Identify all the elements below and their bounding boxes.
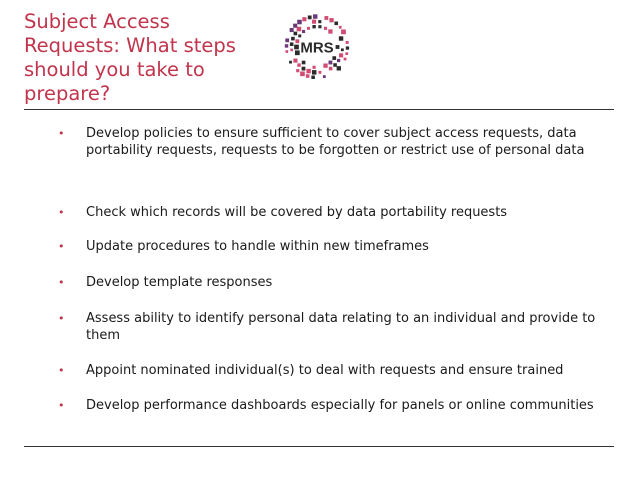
logo-pixel <box>341 48 344 51</box>
logo-pixel <box>290 42 294 46</box>
logo-pixel <box>323 75 326 78</box>
logo-pixel <box>289 61 292 64</box>
logo-pixel <box>293 24 297 28</box>
slide-title: Subject Access Requests: What steps should you take to prepare? <box>24 10 236 105</box>
logo-pixel <box>290 49 293 52</box>
logo-pixel <box>332 56 336 60</box>
logo-pixel <box>318 25 321 28</box>
logo-pixel <box>334 22 338 26</box>
logo-pixel <box>329 67 333 71</box>
logo-pixel <box>307 27 310 30</box>
logo-pixel <box>297 27 302 32</box>
logo-pixel <box>297 63 300 66</box>
list-item <box>58 362 617 379</box>
logo-pixel <box>302 30 305 33</box>
logo-pixel <box>323 63 327 67</box>
list-item <box>58 397 617 414</box>
bullet-text: Develop template responses <box>86 275 273 290</box>
logo-pixel <box>324 27 327 30</box>
list-item <box>58 310 617 344</box>
bullet-marker: • <box>58 206 65 219</box>
logo-pixel <box>312 20 316 24</box>
bullet-text: Appoint nominated individual(s) to deal with requests and ensure trained <box>86 363 564 378</box>
logo-pixel <box>313 66 316 69</box>
logo-pixel <box>333 63 337 67</box>
logo-pixel <box>294 45 299 50</box>
logo-pixel <box>339 53 343 57</box>
logo-text: MRS <box>300 39 334 57</box>
logo-pixel <box>345 52 348 55</box>
logo-pixel <box>297 20 302 25</box>
logo-pixel <box>294 32 298 36</box>
logo-pixel <box>295 39 299 43</box>
logo-pixel <box>346 41 349 44</box>
logo-pixel <box>290 28 294 32</box>
logo-pixel <box>291 37 295 41</box>
bullet-marker: • <box>58 127 65 140</box>
list-item <box>58 274 617 291</box>
logo-pixel <box>295 50 300 55</box>
logo-pixel <box>302 17 306 21</box>
logo-pixel <box>339 26 342 29</box>
logo-pixel <box>296 69 299 72</box>
logo-pixel <box>329 18 333 22</box>
logo-pixel <box>312 25 315 28</box>
logo-pixel <box>302 61 306 65</box>
logo-pixel <box>286 50 289 53</box>
logo-pixel <box>336 45 340 49</box>
bullet-text: Develop policies to ensure sufficient to cover subject access requests, data portability requests, requests to be forgotten or restrict use of personal data <box>86 126 585 158</box>
logo-pixel <box>306 74 310 78</box>
bullet-text: Assess ability to identify personal data relating to an individual and provide to them <box>86 311 596 343</box>
logo-pixel <box>346 46 349 49</box>
bullet-marker: • <box>58 240 65 253</box>
logo-pixel <box>313 14 317 18</box>
logo-pixel <box>312 70 316 74</box>
logo-pixel <box>328 29 332 33</box>
logo-pixel <box>300 71 305 76</box>
logo-pixel <box>311 76 315 80</box>
logo-pixel <box>306 69 310 73</box>
logo-pixel <box>337 59 340 62</box>
logo-pixel <box>285 44 288 47</box>
logo-pixel <box>344 58 347 61</box>
mrs-logo <box>282 12 352 82</box>
logo-pixel <box>302 67 306 71</box>
logo-pixel <box>324 16 328 20</box>
bullet-marker: • <box>58 312 65 325</box>
list-item <box>58 125 617 159</box>
list-item <box>58 204 617 221</box>
bullet-text: Update procedures to handle within new timeframes <box>86 239 429 254</box>
logo-pixel <box>328 61 332 65</box>
bullet-marker: • <box>58 276 65 289</box>
bullet-marker: • <box>58 399 65 412</box>
bullet-text: Develop performance dashboards especially for panels or online communities <box>86 398 594 413</box>
logo-pixel <box>285 38 289 42</box>
logo-pixel <box>339 36 343 40</box>
logo-pixel <box>318 20 321 23</box>
logo-pixel <box>337 66 341 70</box>
list-item <box>58 238 617 255</box>
logo-pixel <box>298 34 301 37</box>
title-divider <box>24 109 614 110</box>
logo-pixel <box>318 71 321 74</box>
logo-pixel <box>308 15 312 19</box>
bullet-text: Check which records will be covered by data portability requests <box>86 205 508 220</box>
bullet-marker: • <box>58 364 65 377</box>
logo-pixel <box>293 59 297 63</box>
footer-divider <box>24 446 614 447</box>
logo-pixel <box>341 29 346 34</box>
